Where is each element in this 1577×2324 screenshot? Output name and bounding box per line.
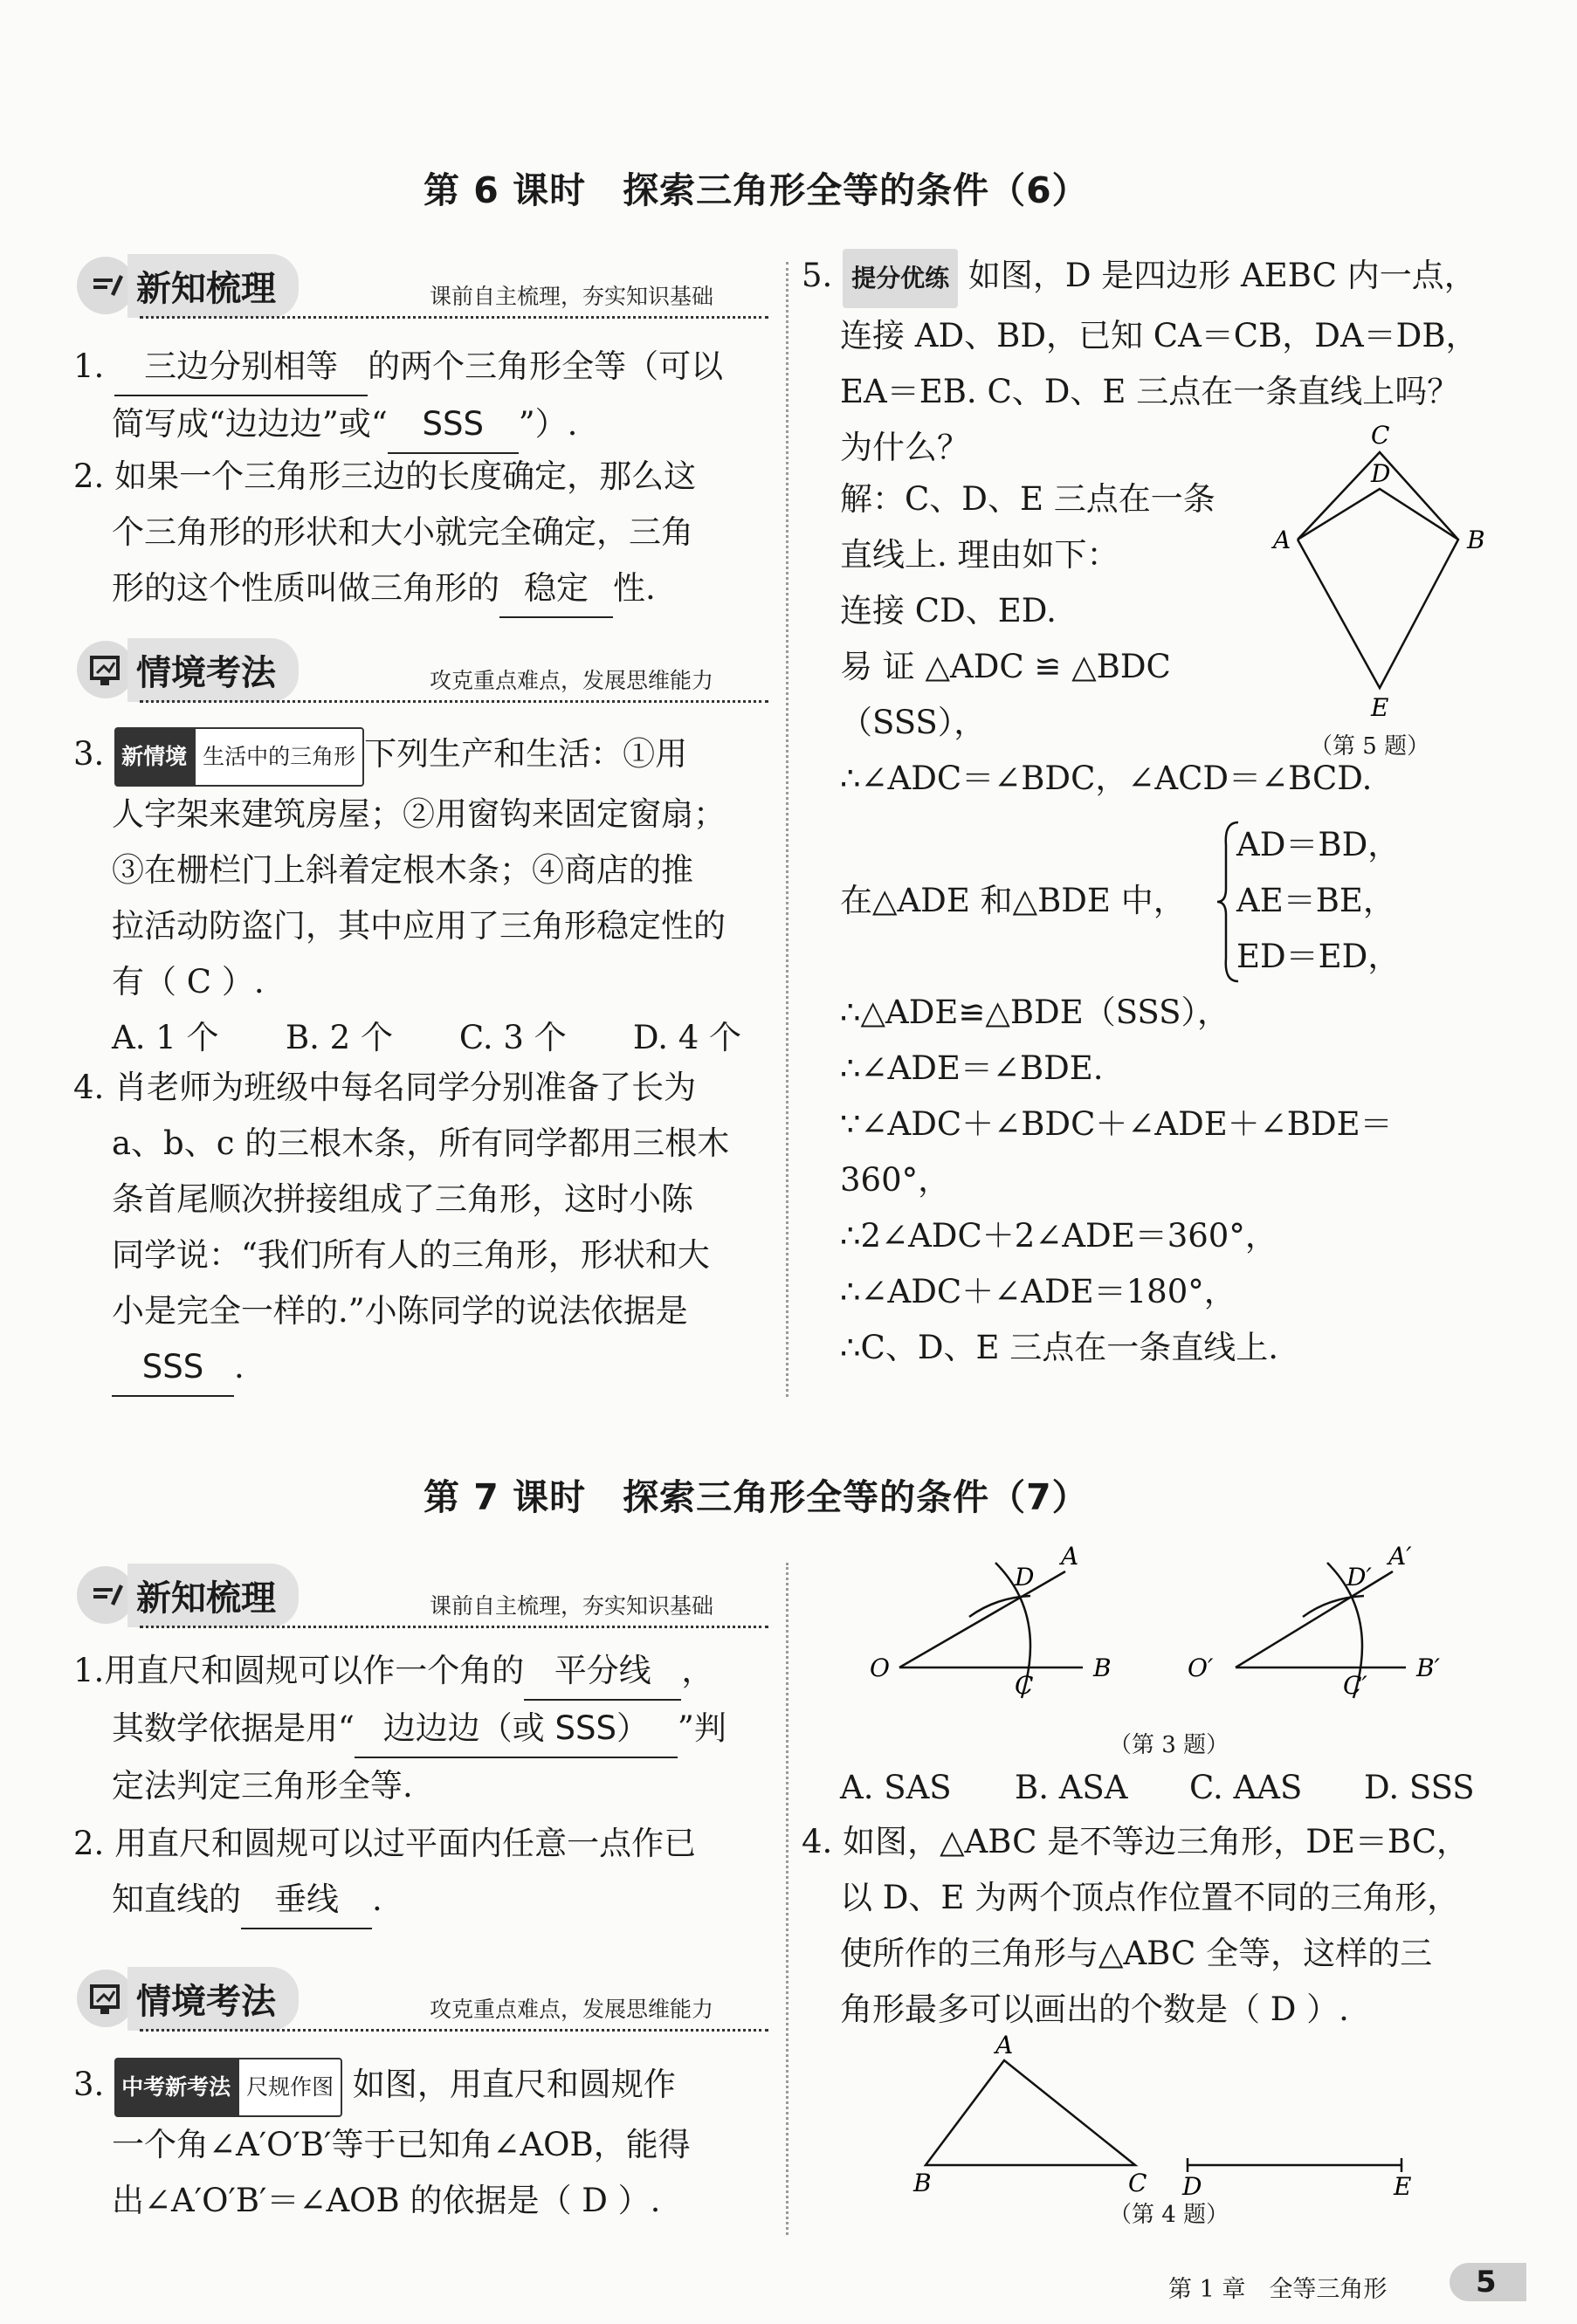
answer-blank: 垂线 bbox=[241, 1872, 372, 1929]
vertex-label: E bbox=[1394, 2172, 1412, 2200]
vertex-label: A′ bbox=[1388, 1545, 1412, 1571]
vertex-label: B bbox=[1093, 1654, 1112, 1682]
answer-blank: 边边边（或 SSS） bbox=[355, 1701, 678, 1758]
l6-question-5-stem: 5. 提分优练 如图，D 是四边形 AEBC 内一点， 连接 AD、BD，已知 CA＝CB，DA＝DB， EA＝EB. C、D、E 三点在一条直线上吗？ 为什么？ bbox=[802, 248, 1518, 476]
section-header-scenario bbox=[77, 639, 299, 700]
vertex-label: C bbox=[1015, 1671, 1034, 1700]
section-subtitle: 课前自主梳理，夯实知识基础 bbox=[430, 1593, 714, 1619]
l6-q5-system-intro: 在△ADE 和△BDE 中， bbox=[840, 882, 1186, 919]
lesson-6-title: 第 6 课时 探索三角形全等的条件（6） bbox=[424, 169, 1089, 211]
l7-question-2: 2. 用直尺和圆规可以过平面内任意一点作已 知直线的 垂线 . bbox=[73, 1816, 772, 1929]
page-number: 5 bbox=[1450, 2263, 1526, 2301]
pencil-note-icon bbox=[77, 1566, 134, 1624]
vertex-label: B bbox=[1467, 526, 1485, 554]
option: B. 2 个 bbox=[285, 1018, 393, 1056]
section-divider bbox=[140, 700, 768, 703]
option: C. AAS bbox=[1189, 1769, 1303, 1806]
option: D. 4 个 bbox=[632, 1018, 742, 1056]
section-header-scenario bbox=[77, 1968, 299, 2029]
l6-question-2: 2. 如果一个三角形三边的长度确定，那么这 个三角形的形状和大小就完全确定，三角 形的这个性质叫做三角形的 稳定 性. bbox=[73, 449, 763, 618]
vertex-label: O bbox=[870, 1654, 890, 1682]
vertex-label: A bbox=[995, 2034, 1014, 2059]
option: B. ASA bbox=[1015, 1769, 1128, 1806]
l6-question-3: 3. 新情境 生活中的三角形 下列生产和生活：①用 人字架来建筑房屋；②用窗钩来固定窗扇； ③在栅栏门上斜着定根木条；④商店的推 拉活动防盗门，其中应用了三角形稳定性的 有（ C ）. A. 1 个 B. 2 个 C. 3 个 D. 4 个 bbox=[73, 726, 772, 1066]
vertex-label: O′ bbox=[1188, 1654, 1214, 1682]
vertex-label: A bbox=[1061, 1545, 1079, 1571]
vertex-label: C bbox=[1128, 2169, 1147, 2197]
chart-icon bbox=[77, 641, 134, 698]
figure-caption: （第 5 题） bbox=[1310, 733, 1430, 760]
vertex-label: C′ bbox=[1343, 1671, 1367, 1700]
section-header-new-knowledge bbox=[77, 1564, 299, 1626]
option: A. 1 个 bbox=[112, 1018, 219, 1056]
vertex-label: E bbox=[1371, 693, 1389, 722]
section-subtitle: 课前自主梳理，夯实知识基础 bbox=[430, 284, 714, 309]
options-row bbox=[73, 1010, 772, 1066]
figure-q4-triangle bbox=[899, 2034, 1423, 2200]
tag-exam-new: 中考新考法 bbox=[114, 2058, 238, 2117]
l7-question-3: 3. 中考新考法 尺规作图 如图，用直尺和圆规作 一个角∠A′O′B′等于已知角∠AOB，能得 出∠A′O′B′＝∠AOB 的依据是（ D ）. bbox=[73, 2057, 772, 2229]
vertex-label: C bbox=[1371, 421, 1390, 450]
answer-blank: SSS bbox=[388, 396, 519, 454]
l6-q5-solution-top: 解：C、D、E 三点在一条 直线上. 理由如下： 连接 CD、ED. 易 证 △ADC ≌ △BDC （SSS）， ∴∠ADC＝∠BDC，∠ACD＝∠BCD. bbox=[840, 480, 1373, 797]
lesson-7-title: 第 7 课时 探索三角形全等的条件（7） bbox=[424, 1476, 1089, 1518]
option: A. SAS bbox=[840, 1769, 952, 1806]
section-label: 新知梳理 bbox=[127, 254, 299, 318]
vertex-label: D′ bbox=[1346, 1563, 1372, 1592]
chart-icon bbox=[77, 1970, 134, 2027]
tag-topic: 生活中的三角形 bbox=[194, 727, 364, 787]
option: D. SSS bbox=[1364, 1769, 1475, 1806]
answer-blank: 三边分别相等 bbox=[114, 339, 368, 396]
vertex-label: D bbox=[1371, 459, 1391, 488]
section-subtitle: 攻克重点难点，发展思维能力 bbox=[430, 668, 714, 693]
section-divider bbox=[140, 316, 768, 319]
tag-new-scenario: 新情境 bbox=[114, 727, 194, 787]
section-subtitle: 攻克重点难点，发展思维能力 bbox=[430, 1997, 714, 2022]
figure-caption: （第 4 题） bbox=[1109, 2202, 1229, 2228]
pencil-note-icon bbox=[77, 257, 134, 314]
answer-blank: 稳定 bbox=[499, 560, 613, 618]
figure-q3-angle-construction bbox=[864, 1545, 1511, 1720]
figure-q5-quadrilateral bbox=[1257, 417, 1511, 749]
column-divider bbox=[786, 1563, 788, 2235]
l6-question-1: 1. 三边分别相等 的两个三角形全等（可以 简写成“边边边”或“ SSS ”）. bbox=[73, 339, 763, 454]
tag-improve: 提分优练 bbox=[843, 249, 958, 308]
vertex-label: A bbox=[1273, 526, 1291, 554]
column-divider bbox=[786, 262, 788, 1397]
vertex-label: B bbox=[913, 2169, 932, 2197]
section-label: 新知梳理 bbox=[127, 1564, 299, 1627]
section-label: 情境考法 bbox=[127, 638, 299, 702]
figure-caption: （第 3 题） bbox=[1109, 1732, 1229, 1758]
section-label: 情境考法 bbox=[127, 1967, 299, 2031]
answer-blank: SSS bbox=[112, 1339, 234, 1397]
section-header-new-knowledge bbox=[77, 255, 299, 316]
vertex-label: D bbox=[1182, 2172, 1202, 2200]
l6-question-4: 4. 肖老师为班级中每名同学分别准备了长为 a、b、c 的三根木条，所有同学都用三根木 条首尾顺次拼接组成了三角形，这时小陈 同学说：“我们所有人的三角形，形状和大 小是完全一样的.”小陈同学的说法依据是 SSS . bbox=[73, 1060, 772, 1397]
l6-q5-solution-bottom: ∴△ADE≌△BDE（SSS）， ∴∠ADE＝∠BDE. ∵∠ADC＋∠BDC＋∠ADE＋∠BDE＝ 360°， ∴2∠ADC＋2∠ADE＝360°， ∴∠ADC＋∠ADE＝180°， ∴C、D、E 三点在一条直线上. bbox=[840, 994, 1393, 1366]
section-divider bbox=[140, 1626, 768, 1628]
vertex-label: B′ bbox=[1416, 1654, 1440, 1682]
l7-question-4: 4. 如图，△ABC 是不等边三角形，DE＝BC， 以 D、E 为两个顶点作位置不同的三角形， 使所作的三角形与△ABC 全等，这样的三 角形最多可以画出的个数是（ D ）. bbox=[802, 1823, 1470, 2028]
answer-blank: 平分线 bbox=[524, 1643, 681, 1701]
vertex-label: D bbox=[1015, 1563, 1035, 1592]
option: C. 3 个 bbox=[458, 1018, 567, 1056]
tag-topic: 尺规作图 bbox=[238, 2058, 342, 2117]
l7-q3-options bbox=[840, 1760, 1504, 1816]
chapter-footer: 第 1 章 全等三角形 bbox=[1168, 2276, 1388, 2303]
l6-q5-system: AD＝BD， AE＝BE， ED＝ED， bbox=[1236, 826, 1401, 975]
section-divider bbox=[140, 2029, 768, 2032]
l7-question-1: 1.用直尺和圆规可以作一个角的 平分线 ， 其数学依据是用“ 边边边（或 SSS） ”判 定法判定三角形全等. bbox=[73, 1643, 772, 1814]
